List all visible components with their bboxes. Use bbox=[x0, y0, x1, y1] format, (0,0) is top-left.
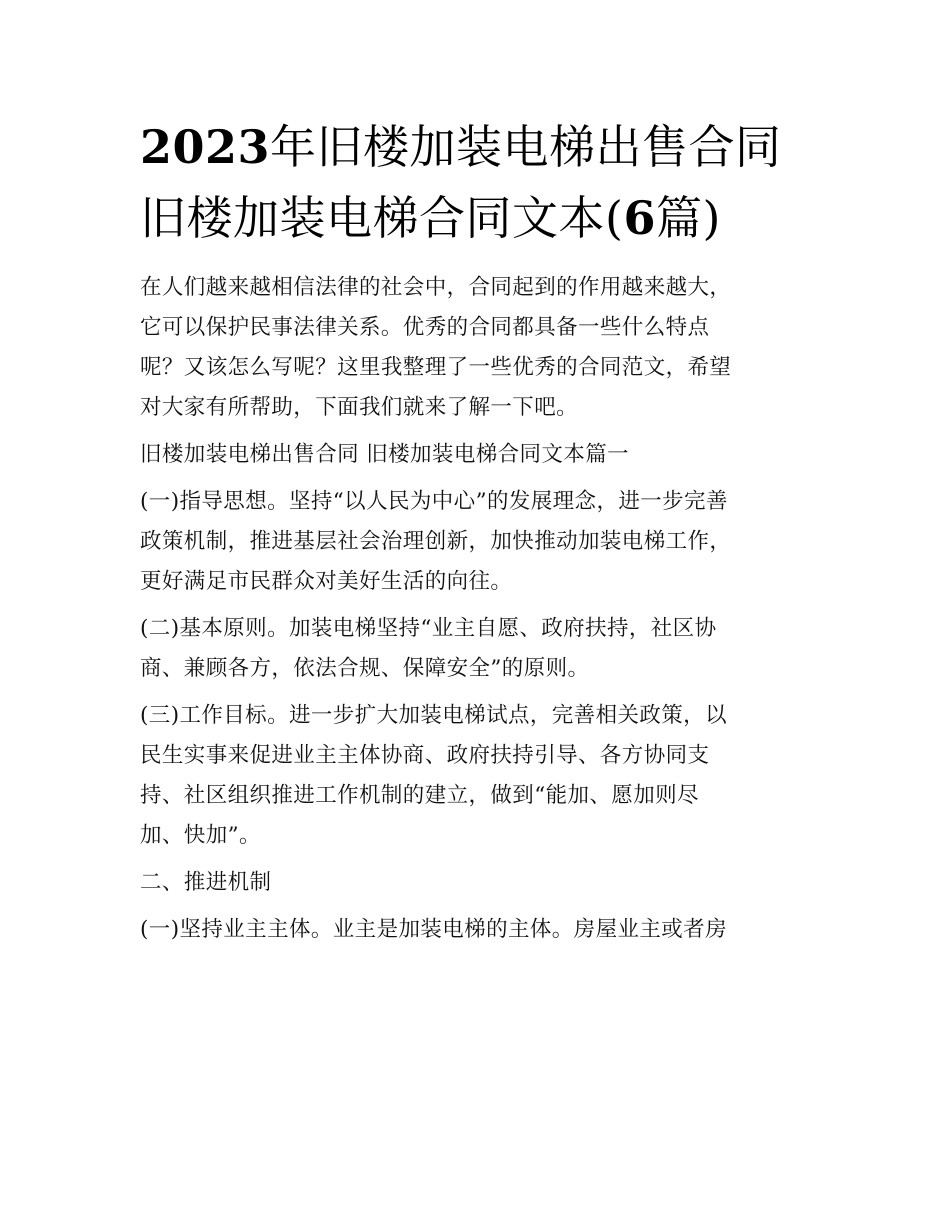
text-line: 商、兼顾各方，依法合规、保障安全”的原则。 bbox=[140, 656, 590, 681]
title-line-2 bbox=[140, 183, 820, 254]
text-line: 更好满足市民群众对美好生活的向往。 bbox=[140, 569, 513, 594]
text-line: 加、快加”。 bbox=[140, 823, 261, 848]
text-line: (一)坚持业主主体。业主是加装电梯的主体。房屋业主或者房 bbox=[140, 917, 727, 942]
document-body bbox=[140, 268, 820, 950]
title-line-1 bbox=[140, 112, 820, 183]
text-line: (三)工作目标。进一步扩大加装电梯试点，完善相关政策，以 bbox=[140, 703, 727, 728]
title-line-2-end: 篇) bbox=[655, 191, 721, 245]
document-content bbox=[140, 112, 820, 957]
text-line: 民生实事来促进业主主体协商、政府扶持引导、各方协同支 bbox=[140, 743, 710, 768]
title-year: 2023 bbox=[140, 120, 271, 174]
paragraph-intro bbox=[140, 268, 820, 428]
text-line: 持、社区组织推进工作机制的建立，做到“能加、愿加则尽 bbox=[140, 783, 699, 808]
paragraph-basic-principles bbox=[140, 609, 820, 689]
text-line: 对大家有所帮助，下面我们就来了解一下吧。 bbox=[140, 395, 579, 420]
text-line: 在人们越来越相信法律的社会中，合同起到的作用越来越大， bbox=[140, 275, 732, 300]
title-count: 6 bbox=[623, 191, 656, 245]
section-heading-1 bbox=[140, 435, 820, 475]
document-title bbox=[140, 112, 820, 254]
title-line-1-text: 年旧楼加装电梯出售合同 bbox=[270, 120, 782, 174]
text-line: 呢？又该怎么写呢？这里我整理了一些优秀的合同范文，希望 bbox=[140, 355, 732, 380]
text-line: (一)指导思想。坚持“以人民为中心”的发展理念，进一步完善 bbox=[140, 489, 728, 514]
text-line: 旧楼加装电梯出售合同 旧楼加装电梯合同文本篇一 bbox=[140, 442, 630, 467]
text-line: 它可以保护民事法律关系。优秀的合同都具备一些什么特点 bbox=[140, 315, 710, 340]
paragraph-guiding-principle bbox=[140, 482, 820, 602]
text-line: 政策机制，推进基层社会治理创新，加快推动加装电梯工作， bbox=[140, 529, 732, 554]
paragraph-owner-subject bbox=[140, 910, 820, 950]
text-line: 二、推进机制 bbox=[140, 870, 272, 895]
title-line-2-text: 旧楼加装电梯合同文本( bbox=[140, 191, 624, 245]
text-line: (二)基本原则。加装电梯坚持“业主自愿、政府扶持，社区协 bbox=[140, 616, 717, 641]
section-heading-2 bbox=[140, 863, 820, 903]
paragraph-work-goals bbox=[140, 696, 820, 856]
